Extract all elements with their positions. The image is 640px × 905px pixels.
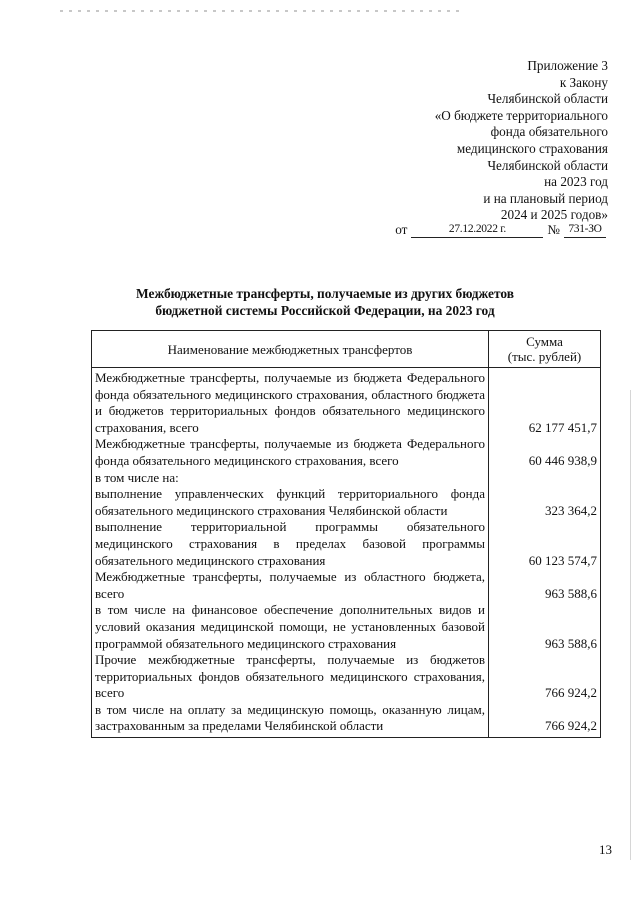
appendix-line: к Закону	[559, 74, 608, 90]
appendix-line: «О бюджете территориального	[434, 107, 608, 123]
table-row	[92, 602, 601, 652]
row-sum: 60 123 574,7	[489, 519, 601, 569]
table-row	[92, 702, 601, 738]
row-name: Прочие межбюджетные трансферты, получаемые из бюджетов территориальных фондов обязательного медицинского страхования, всего	[92, 652, 489, 702]
row-name: выполнение территориальной программы обязательного медицинского страхования в пределах базовой программы обязательного медицинского страхования	[92, 519, 489, 569]
table-row	[92, 436, 601, 469]
column-header-sum-line: Сумма	[526, 334, 563, 349]
transfers-table	[91, 330, 601, 738]
appendix-line: и на плановый период	[483, 190, 608, 206]
title-line: бюджетной системы Российской Федерации, на 2023 год	[155, 302, 495, 318]
row-sum: 766 924,2	[489, 702, 601, 738]
row-name: в том числе на:	[92, 470, 489, 487]
table-row	[92, 470, 601, 487]
row-sum: 963 588,6	[489, 602, 601, 652]
row-name: Межбюджетные трансферты, получаемые из областного бюджета, всего	[92, 569, 489, 602]
row-name: в том числе на финансовое обеспечение дополнительных видов и условий оказания медицинской помощи, не установленных базовой программой обязательного медицинского страхования	[92, 602, 489, 652]
table-header-row	[92, 331, 601, 368]
appendix-line: на 2023 год	[544, 174, 608, 190]
row-name: Межбюджетные трансферты, получаемые из бюджета Федерального фонда обязательного медицинского страхования, областного бюджета и бюджетов территориальных фондов обязательного медицинского страхования, всего	[92, 368, 489, 437]
document-title	[60, 286, 590, 320]
appendix-header	[348, 58, 608, 224]
row-name: в том числе на оплату за медицинскую помощь, оказанную лицам, застрахованным за пределами Челябинской области	[92, 702, 489, 738]
row-sum	[489, 470, 601, 487]
row-name: Межбюджетные трансферты, получаемые из бюджета Федерального фонда обязательного медицинского страхования, всего	[92, 436, 489, 469]
scan-edge	[630, 390, 631, 860]
appendix-line: Челябинской области	[487, 157, 608, 173]
appendix-line: Челябинской области	[487, 91, 608, 107]
column-header-name: Наименование межбюджетных трансфертов	[92, 331, 489, 368]
law-number: 731-ЗО	[564, 223, 606, 238]
appendix-line: фонда обязательного	[490, 124, 608, 140]
table-row	[92, 569, 601, 602]
row-sum: 62 177 451,7	[489, 368, 601, 437]
table-row	[92, 368, 601, 437]
table-row	[92, 486, 601, 519]
scan-artifact	[60, 10, 460, 12]
appendix-line: медицинского страхования	[456, 140, 608, 156]
row-sum: 963 588,6	[489, 569, 601, 602]
appendix-line: Приложение 3	[527, 58, 608, 73]
appendix-line: 2024 и 2025 годов»	[500, 207, 608, 223]
row-sum: 766 924,2	[489, 652, 601, 702]
row-sum: 323 364,2	[489, 486, 601, 519]
law-date-row	[395, 222, 610, 238]
title-line: Межбюджетные трансферты, получаемые из других бюджетов	[136, 286, 514, 301]
table-row	[92, 652, 601, 702]
from-label: от	[395, 222, 408, 237]
row-name: выполнение управленческих функций территориального фонда обязательного медицинского страхования Челябинской области	[92, 486, 489, 519]
page-number: 13	[599, 842, 612, 857]
number-label: №	[547, 222, 560, 237]
column-header-sum-unit: (тыс. рублей)	[507, 349, 582, 364]
law-date: 27.12.2022 г.	[411, 223, 543, 238]
table-row	[92, 519, 601, 569]
row-sum: 60 446 938,9	[489, 436, 601, 469]
column-header-sum	[489, 331, 601, 368]
